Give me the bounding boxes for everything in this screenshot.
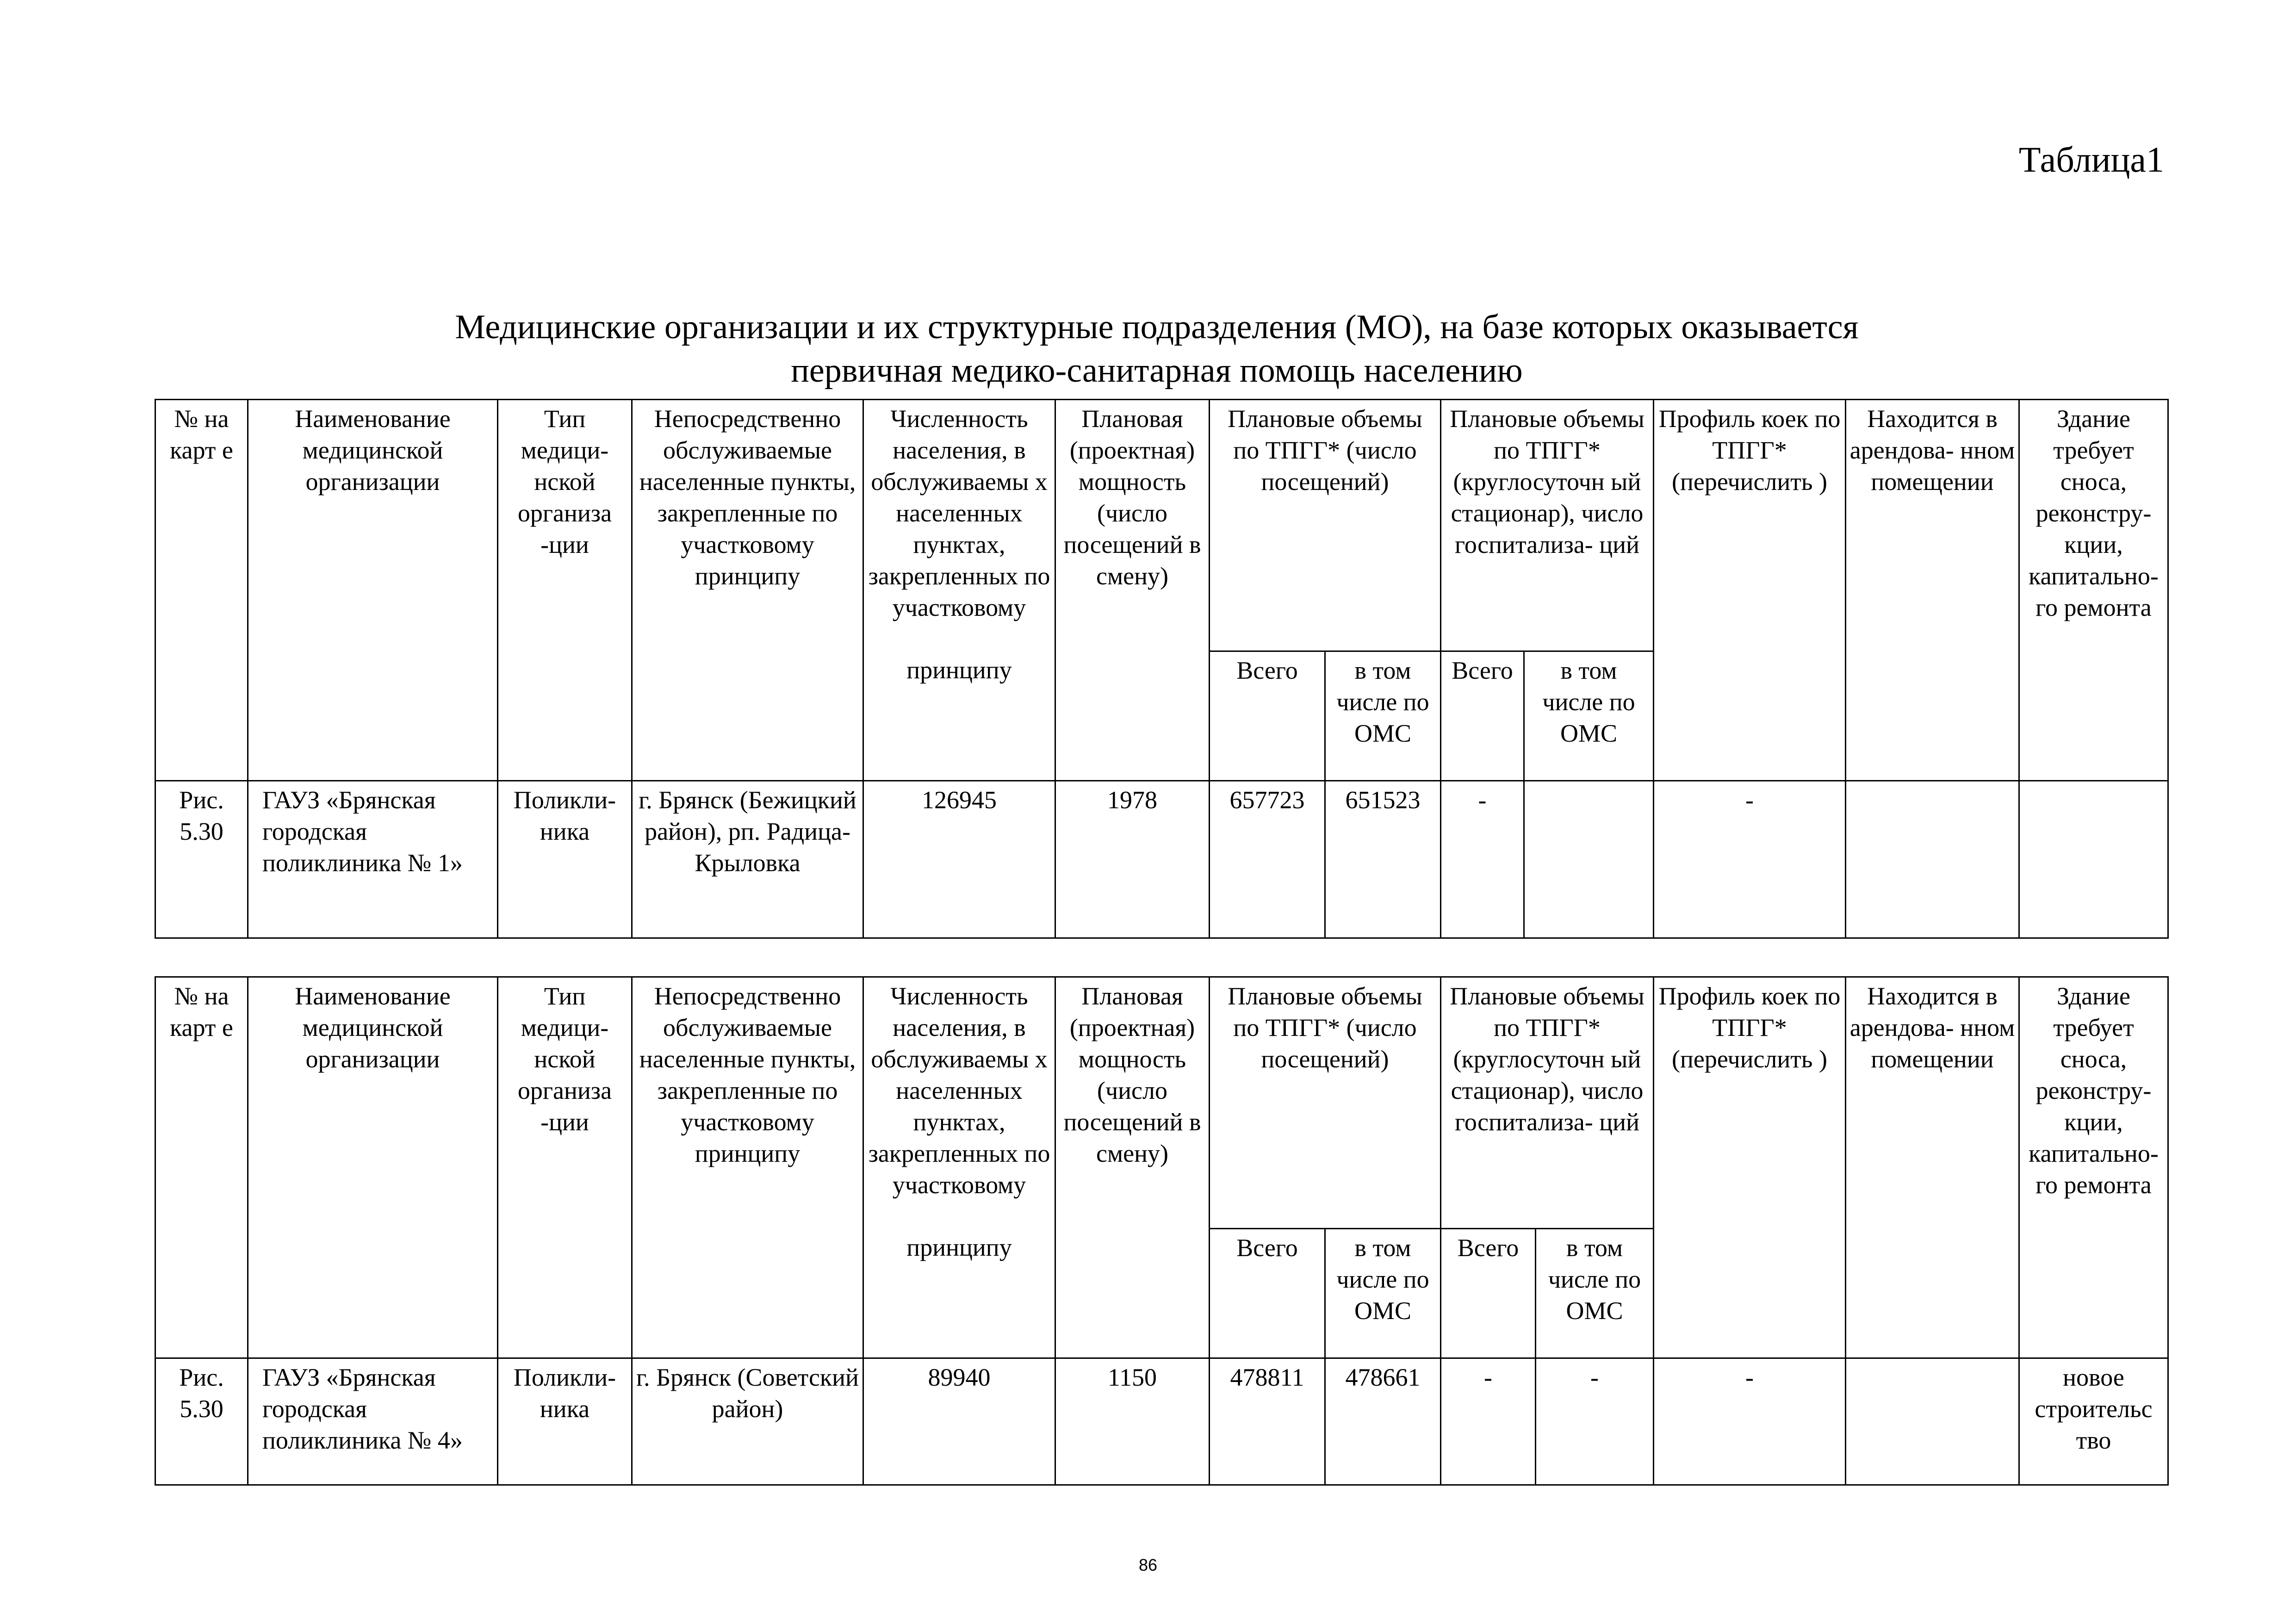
table-polyclinic-1 bbox=[155, 399, 2169, 939]
cell-map-ref: Рис. 5.30 bbox=[155, 1358, 248, 1485]
header-beds-profile: Профиль коек по ТПГГ* (перечислить ) bbox=[1654, 400, 1846, 781]
header-org-type: Тип медици- нской организа -ции bbox=[498, 977, 632, 1358]
cell-visits-oms: 478661 bbox=[1325, 1358, 1441, 1485]
cell-population: 89940 bbox=[863, 1358, 1055, 1485]
cell-settlements: г. Брянск (Бежицкий район), рп. Радица- Крыловка bbox=[632, 781, 863, 938]
cell-map-ref: Рис. 5.30 bbox=[155, 781, 248, 938]
cell-beds-profile: - bbox=[1654, 781, 1846, 938]
header-beds-profile: Профиль коек по ТПГГ* (перечислить ) bbox=[1654, 977, 1846, 1358]
header-population: Численность населения, в обслуживаемы х населенных пунктах, закрепленных по участковому bbox=[863, 400, 1055, 651]
cell-visits-total: 478811 bbox=[1210, 1358, 1325, 1485]
cell-capacity: 1150 bbox=[1055, 1358, 1210, 1485]
cell-building: новое строительс тво bbox=[2019, 1358, 2168, 1485]
cell-visits-total: 657723 bbox=[1210, 781, 1325, 938]
header-capacity: Плановая (проектная) мощность (число посещений в смену) bbox=[1055, 400, 1210, 781]
cell-hosp-oms bbox=[1524, 781, 1654, 938]
header-visits-total: Всего bbox=[1210, 1229, 1325, 1358]
cell-org-type: Поликли- ника bbox=[498, 1358, 632, 1485]
header-visits-oms: в том числе по ОМС bbox=[1325, 1229, 1441, 1358]
header-visits-total: Всего bbox=[1210, 651, 1325, 781]
header-hosp-group: Плановые объемы по ТПГГ* (круглосуточн ый стационар), число госпитализа- ций bbox=[1441, 400, 1654, 651]
cell-visits-oms: 651523 bbox=[1325, 781, 1441, 938]
header-org-type: Тип медици- нской организа -ции bbox=[498, 400, 632, 781]
header-org-name: Наименование медицинской организации bbox=[248, 400, 498, 781]
header-building: Здание требует сноса, реконстру- кции, капитально- го ремонта bbox=[2019, 400, 2168, 781]
header-visits-group: Плановые объемы по ТПГГ* (число посещений) bbox=[1210, 400, 1441, 651]
cell-population: 126945 bbox=[863, 781, 1055, 938]
header-map-no: № на карт е bbox=[155, 400, 248, 781]
cell-hosp-oms: - bbox=[1536, 1358, 1654, 1485]
document-title bbox=[324, 305, 1990, 392]
page-number: 86 bbox=[1138, 1555, 1158, 1574]
table-row bbox=[155, 1358, 2168, 1485]
header-capacity: Плановая (проектная) мощность (число посещений в смену) bbox=[1055, 977, 1210, 1358]
header-map-no: № на карт е bbox=[155, 977, 248, 1358]
header-settlements: Непосредственно обслуживаемые населенные пункты, закрепленные по участковому принципу bbox=[632, 977, 863, 1358]
header-visits-group: Плановые объемы по ТПГГ* (число посещений) bbox=[1210, 977, 1441, 1229]
header-population: Численность населения, в обслуживаемы х населенных пунктах, закрепленных по участковому bbox=[863, 977, 1055, 1229]
header-building: Здание требует сноса, реконстру- кции, капитально- го ремонта bbox=[2019, 977, 2168, 1358]
header-hosp-oms: в том числе по ОМС bbox=[1524, 651, 1654, 781]
cell-beds-profile: - bbox=[1654, 1358, 1846, 1485]
cell-rented bbox=[1846, 781, 2019, 938]
cell-hosp-total: - bbox=[1441, 1358, 1536, 1485]
header-hosp-total: Всего bbox=[1441, 651, 1524, 781]
header-population-cont: принципу bbox=[863, 1229, 1055, 1358]
cell-building bbox=[2019, 781, 2168, 938]
cell-org-name: ГАУЗ «Брянская городская поликлиника № 4» bbox=[248, 1358, 498, 1485]
header-hosp-group: Плановые объемы по ТПГГ* (круглосуточн ый стационар), число госпитализа- ций bbox=[1441, 977, 1654, 1229]
table-polyclinic-4 bbox=[155, 976, 2169, 1486]
header-hosp-oms: в том числе по ОМС bbox=[1536, 1229, 1654, 1358]
header-settlements: Непосредственно обслуживаемые населенные пункты, закрепленные по участковому принципу bbox=[632, 400, 863, 781]
header-population-cont: принципу bbox=[863, 651, 1055, 781]
table-label: Таблица1 bbox=[2018, 139, 2164, 180]
cell-rented bbox=[1846, 1358, 2019, 1485]
header-visits-oms: в том числе по ОМС bbox=[1325, 651, 1441, 781]
cell-org-type: Поликли- ника bbox=[498, 781, 632, 938]
table-row bbox=[155, 781, 2168, 938]
cell-capacity: 1978 bbox=[1055, 781, 1210, 938]
title-line-2: первичная медико-санитарная помощь населению bbox=[791, 352, 1523, 390]
cell-settlements: г. Брянск (Советский район) bbox=[632, 1358, 863, 1485]
header-rented: Находится в арендова- нном помещении bbox=[1846, 400, 2019, 781]
title-line-1: Медицинские организации и их структурные подразделения (МО), на базе которых оказывается bbox=[455, 308, 1859, 346]
cell-hosp-total: - bbox=[1441, 781, 1524, 938]
header-org-name: Наименование медицинской организации bbox=[248, 977, 498, 1358]
header-hosp-total: Всего bbox=[1441, 1229, 1536, 1358]
cell-org-name: ГАУЗ «Брянская городская поликлиника № 1» bbox=[248, 781, 498, 938]
header-rented: Находится в арендова- нном помещении bbox=[1846, 977, 2019, 1358]
